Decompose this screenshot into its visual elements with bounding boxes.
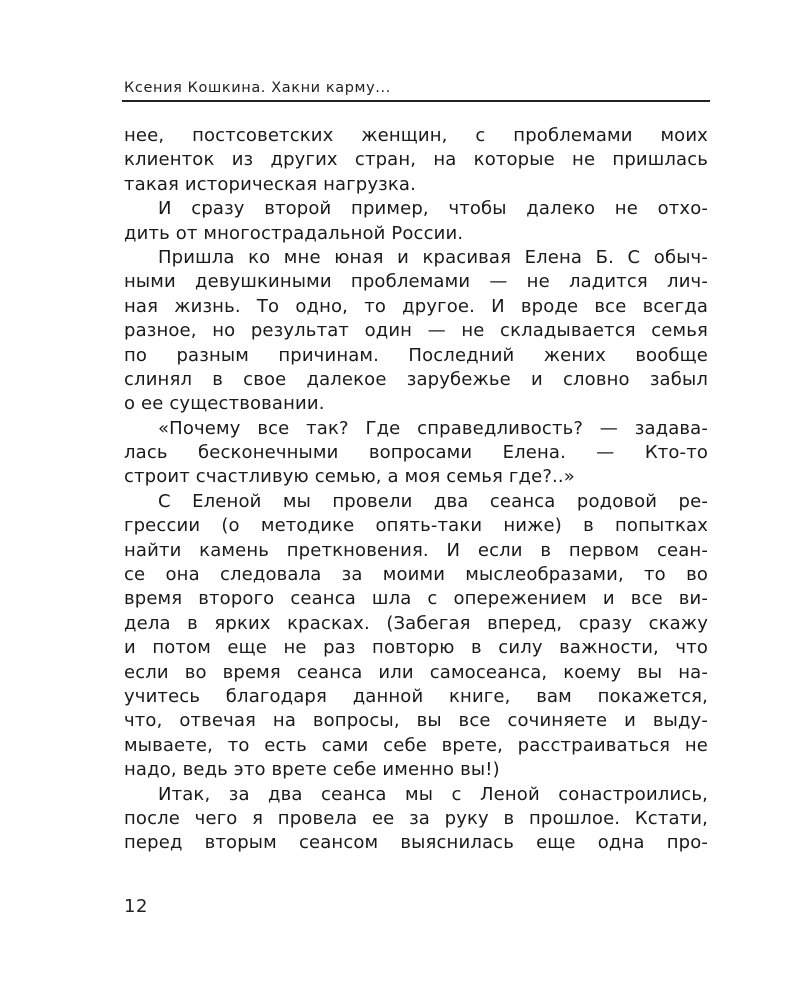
text-line: дела в ярких красках. (Забегая вперед, сразу скажу — [124, 612, 708, 634]
text-line: И сразу второй пример, чтобы далеко не отхо- — [158, 198, 708, 220]
header-rule — [122, 100, 710, 102]
text-line: нее, постсоветских женщин, с проблемами моих — [124, 125, 708, 146]
text-line: ная жизнь. То одно, то другое. И вроде все всегда — [124, 295, 708, 317]
text-line: после чего я провела ее за руку в прошлое. Кстати, — [124, 807, 708, 829]
text-line: Итак, за два сеанса мы с Леной сонастроились, — [158, 783, 708, 805]
text-line: разное, но результат один — не складывается семья — [124, 320, 708, 342]
text-line: и потом еще не раз повторю в силу важности, что — [124, 637, 708, 659]
text-line: грессии (о методике опять-таки ниже) в попытках — [124, 515, 708, 537]
text-line: мываете, то есть сами себе врете, расстраиваться не — [124, 734, 708, 756]
text-line: дить от многострадальной России. — [124, 222, 464, 244]
text-line: надо, ведь это врете себе именно вы!) — [124, 759, 500, 781]
text-line: «Почему все так? Где справедливость? — задава- — [158, 417, 708, 439]
body-text — [124, 124, 708, 856]
text-line: по разным причинам. Последний жених вообще — [124, 344, 708, 366]
text-line: Пришла ко мне юная и красивая Елена Б. С обыч- — [158, 246, 708, 268]
running-head: Ксения Кошкина. Хакни карму... — [124, 80, 391, 96]
text-line: найти камень преткновения. И если в первом сеан- — [124, 539, 708, 561]
text-line: слинял в свое далекое зарубежье и словно забыл — [124, 368, 708, 390]
text-line: клиенток из других стран, на которые не пришлась — [124, 149, 708, 171]
text-line: лась бесконечными вопросами Елена. — Кто-то — [124, 442, 708, 464]
text-line: что, отвечая на вопросы, вы все сочиняете и выду- — [124, 710, 708, 732]
text-line: С Еленой мы провели два сеанса родовой ре- — [158, 490, 708, 512]
page-number: 12 — [124, 896, 149, 917]
text-line: время второго сеанса шла с опережением и все ви- — [124, 588, 708, 610]
text-line: строит счастливую семью, а моя семья где?..» — [124, 466, 575, 488]
text-line: такая историческая нагрузка. — [124, 173, 416, 195]
text-line: перед вторым сеансом выяснилась еще одна про- — [124, 832, 708, 854]
text-line: ными девушкиными проблемами — не ладится лич- — [124, 271, 708, 293]
text-line: учитесь благодаря данной книге, вам покажется, — [124, 685, 708, 707]
text-line: се она следовала за моими мыслеобразами, то во — [124, 564, 708, 586]
text-line: о ее существовании. — [124, 393, 325, 415]
text-line: если во время сеанса или самосеанса, коему вы на- — [124, 661, 708, 683]
